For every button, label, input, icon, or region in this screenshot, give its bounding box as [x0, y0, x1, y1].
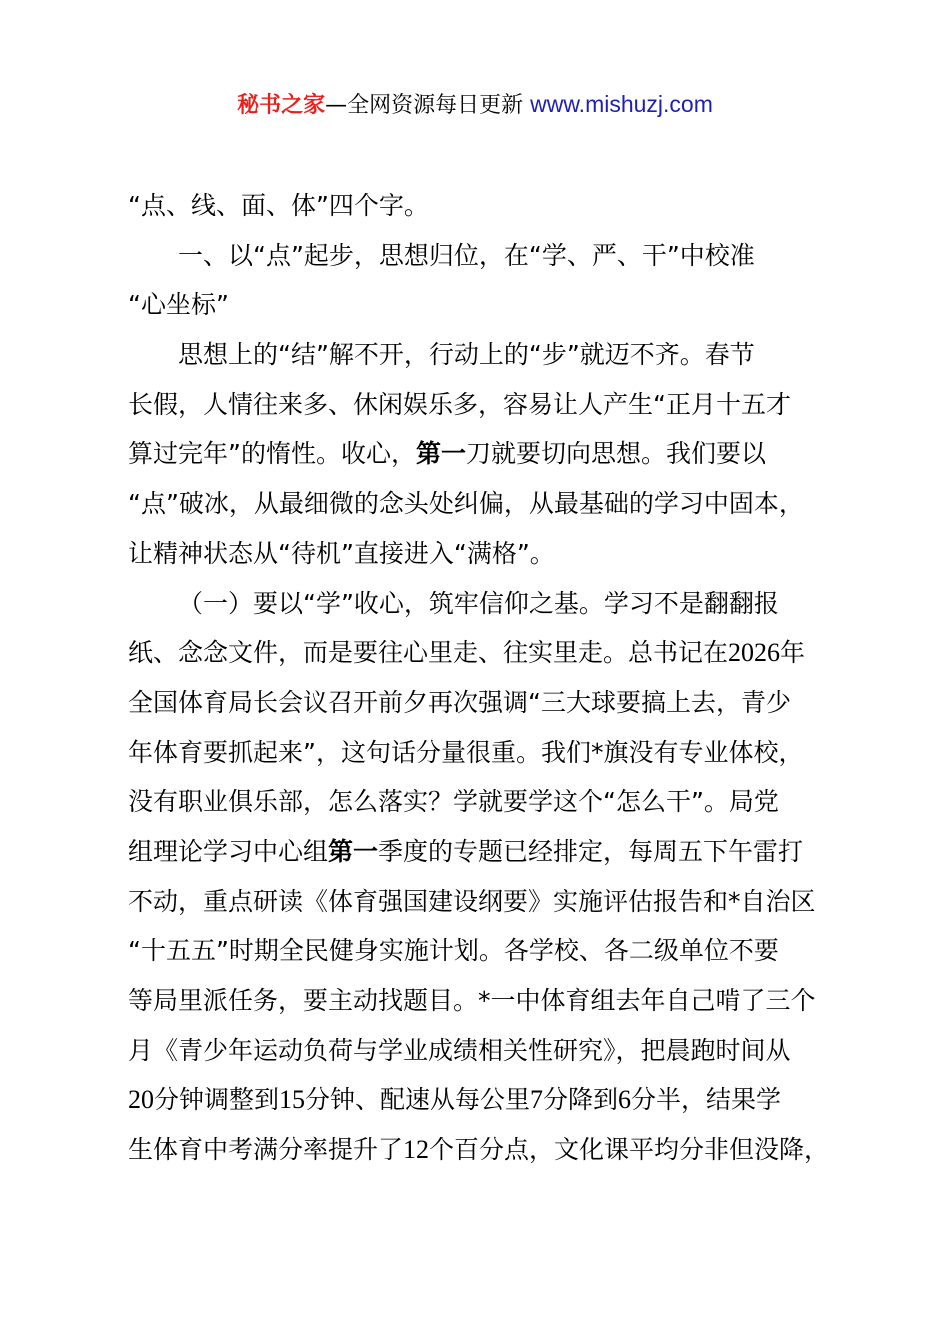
bold-text: 第一	[328, 836, 379, 866]
text-segment: 个百分点，文化课平均分非但没降，	[429, 1135, 830, 1165]
text-segment: “点”破冰，从最细微的念头处纠偏，从最基础的学习中固本，	[128, 489, 804, 519]
text-segment: 分钟、配速从每公里	[305, 1085, 531, 1115]
text-line	[128, 181, 853, 231]
text-segment: “十五五”时期全民健身实施计划。各学校、各二级单位不要	[128, 936, 779, 966]
text-segment: 不动，重点研读《体育强国建设纲要》实施评估报告和*自治区	[128, 886, 816, 916]
text-segment: 算过完年”的惰性。收心，	[128, 439, 416, 469]
text-segment: 年体育要抓起来”，这句话分量很重。我们*旗没有专业体校，	[128, 737, 804, 767]
text-line	[128, 777, 853, 827]
text-line	[128, 1075, 853, 1125]
text-segment: 全国体育局长会议召开前夕再次强调“三大球要搞上去，青少	[128, 687, 791, 717]
text-segment: “点、线、面、体”四个字。	[128, 191, 429, 220]
text-line	[128, 678, 853, 728]
text-line	[128, 380, 853, 430]
header-slogan: —全网资源每日更新	[325, 93, 531, 118]
text-segment: 纸、念念文件，而是要往心里走、往实里走。总书记在	[128, 638, 729, 668]
text-line	[128, 728, 853, 778]
text-line	[128, 231, 853, 281]
number-text: 2026	[728, 638, 781, 668]
text-segment: 分半，结果学	[631, 1085, 782, 1115]
text-line	[128, 280, 853, 330]
bold-text: 第一	[415, 439, 466, 469]
text-line	[128, 1026, 853, 1076]
text-segment: “心坐标”	[128, 290, 229, 320]
text-segment: 长假，人情往来多、休闲娱乐多，容易让人产生“正月十五才	[128, 389, 791, 419]
text-segment: （一）要以“学”收心，筑牢信仰之基。学习不是翻翻报	[178, 588, 779, 618]
text-line	[128, 529, 853, 579]
number-text: 15	[279, 1085, 306, 1115]
number-text: 7	[530, 1085, 544, 1115]
text-segment: 生体育中考满分率提升了	[128, 1135, 404, 1165]
text-line	[128, 429, 853, 479]
text-line	[128, 827, 853, 877]
site-header	[0, 88, 950, 122]
text-line	[128, 1125, 853, 1175]
text-line	[128, 579, 853, 629]
text-segment: 没有职业俱乐部，怎么落实？学就要学这个“怎么干”。局党	[128, 787, 779, 817]
text-segment: 分钟调整到	[154, 1085, 280, 1115]
text-segment: 分降到	[543, 1085, 619, 1115]
site-url: www.mishuzj.com	[530, 91, 713, 117]
text-segment: 等局里派任务，要主动找题目。*一中体育组去年自己啃了三个	[128, 986, 816, 1015]
text-segment: 季度的专题已经排定，每周五下午雷打	[378, 836, 804, 866]
number-text: 12	[403, 1135, 430, 1165]
text-line	[128, 877, 853, 927]
text-line	[128, 330, 853, 380]
number-text: 20	[128, 1085, 154, 1115]
document-body	[128, 181, 853, 1175]
text-segment: 年	[780, 638, 806, 668]
brand-name: 秘书之家	[237, 93, 326, 118]
text-segment: 组理论学习中心组	[128, 836, 329, 866]
text-segment: 思想上的“结”解不开，行动上的“步”就迈不齐。春节	[178, 340, 755, 370]
text-line	[128, 628, 853, 678]
text-segment: 刀就要切向思想。我们要以	[465, 439, 766, 469]
number-text: 6	[618, 1085, 632, 1115]
text-line	[128, 479, 853, 529]
text-line	[128, 976, 853, 1026]
text-segment: 月《青少年运动负荷与学业成绩相关性研究》，把晨跑时间从	[128, 1035, 791, 1065]
text-segment: 一、以“点”起步，思想归位，在“学、严、干”中校准	[178, 240, 755, 270]
text-line	[128, 926, 853, 976]
text-segment: 让精神状态从“待机”直接进入“满格”。	[128, 538, 555, 568]
